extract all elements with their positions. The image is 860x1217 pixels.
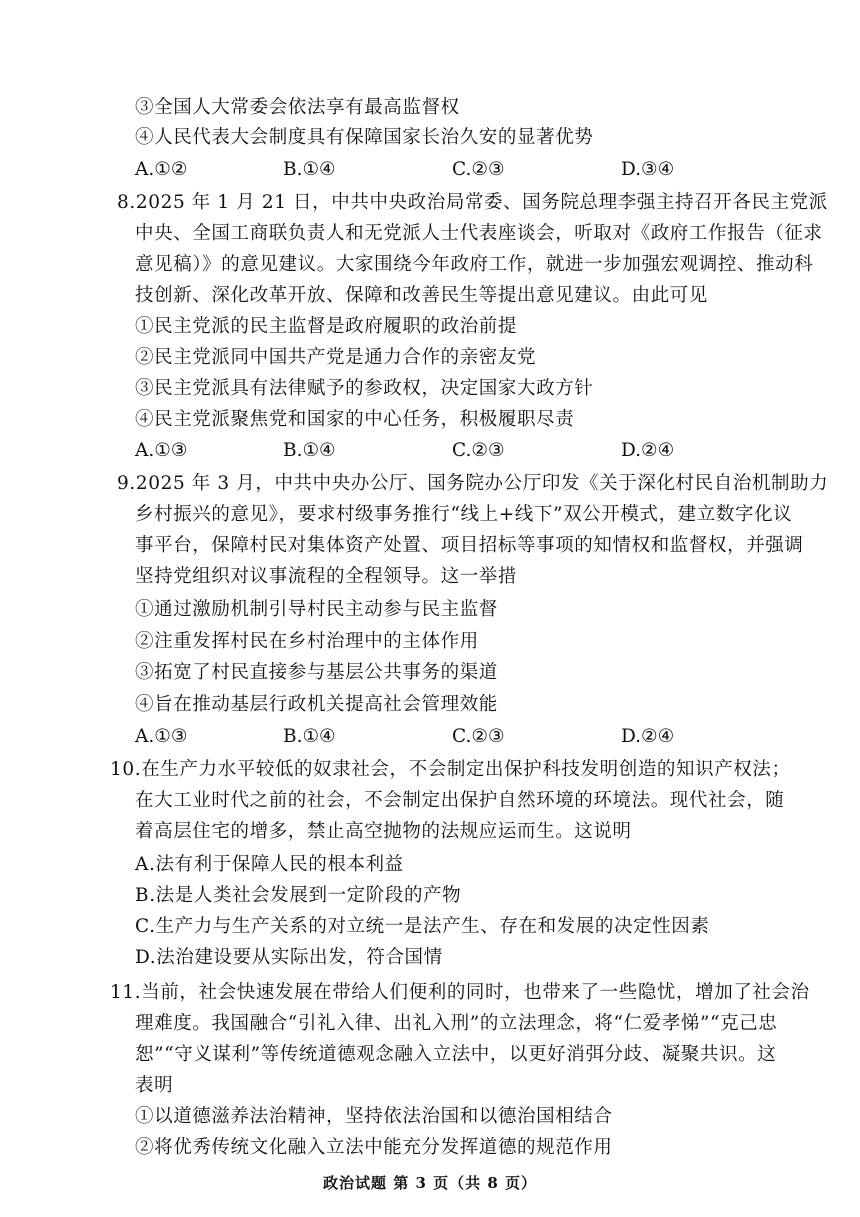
q10-choice-a: A.法有利于保障人民的根本利益: [135, 854, 404, 875]
q11-stem-line-1: 11.当前，社会快速发展在带给人们便利的同时，也带来了一些隐忧，增加了社会治: [110, 982, 810, 1003]
q8-option-b: B.①④: [283, 440, 336, 461]
q9-option-c: C.②③: [452, 726, 505, 747]
q8-option-c: C.②③: [452, 440, 505, 461]
q8-statement-4: ④民主党派聚焦党和国家的中心任务，积极履职尽责: [135, 409, 575, 430]
q8-stem-line-4: 技创新、深化改革开放、保障和改善民生等提出意见建议。由此可见: [135, 285, 709, 306]
q7-option-d: D.③④: [621, 159, 675, 180]
q7-option-b: B.①④: [283, 159, 336, 180]
q11-stem-line-4: 表明: [135, 1075, 174, 1096]
q9-statement-1: ①通过激励机制引导村民主动参与民主监督: [135, 599, 498, 620]
q9-option-a: A.①③: [135, 726, 188, 747]
page-footer: 政治试题 第 3 页（共 8 页）: [323, 1174, 537, 1192]
q10-choice-d: D.法治建设要从实际出发，符合国情: [135, 947, 443, 968]
q11-statement-1: ①以道德滋养法治精神，坚持依法治国和以德治国相结合: [135, 1106, 613, 1127]
q9-options: [135, 725, 835, 749]
q7-option-c: C.②③: [452, 159, 505, 180]
q9-stem-line-4: 坚持党组织对议事流程的全程领导。这一举措: [135, 566, 518, 587]
q8-statement-2: ②民主党派同中国共产党是通力合作的亲密友党: [135, 347, 537, 368]
q8-options: [135, 439, 835, 463]
q7-options: [135, 158, 835, 182]
q8-statement-3: ③民主党派具有法律赋予的参政权，决定国家大政方针: [135, 378, 594, 399]
q9-option-d: D.②④: [621, 726, 675, 747]
q9-stem-line-2: 乡村振兴的意见》，要求村级事务推行“线上+线下”双公开模式，建立数字化议: [135, 504, 793, 525]
q7-statement-3: ③全国人大常委会依法享有最高监督权: [135, 97, 460, 118]
q10-choice-b: B.法是人类社会发展到一定阶段的产物: [135, 885, 462, 906]
q8-stem-line-3: 意见稿）》的意见建议。大家围绕今年政府工作，就进一步加强宏观调控、推动科: [135, 254, 814, 275]
q9-stem-line-3: 事平台，保障村民对集体资产处置、项目招标等事项的知情权和监督权，并强调: [135, 535, 804, 556]
q10-choice-c: C.生产力与生产关系的对立统一是法产生、存在和发展的决定性因素: [135, 916, 710, 937]
q8-option-a: A.①③: [135, 440, 188, 461]
q11-stem-line-3: 恕”“守义谋利”等传统道德观念融入立法中，以更好消弭分歧、凝聚共识。这: [135, 1044, 777, 1065]
q9-option-b: B.①④: [283, 726, 336, 747]
q8-stem-line-1: 8.2025 年 1 月 21 日，中共中央政治局常委、国务院总理李强主持召开各民主党派: [117, 192, 828, 213]
q9-statement-2: ②注重发挥村民在乡村治理中的主体作用: [135, 631, 479, 652]
q8-stem-line-2: 中央、全国工商联负责人和无党派人士代表座谈会，听取对《政府工作报告（征求: [135, 223, 823, 244]
q7-option-a: A.①②: [135, 159, 188, 180]
q8-option-d: D.②④: [621, 440, 675, 461]
q9-statement-3: ③拓宽了村民直接参与基层公共事务的渠道: [135, 662, 498, 683]
q9-stem-line-1: 9.2025 年 3 月，中共中央办公厅、国务院办公厅印发《关于深化村民自治机制助力: [117, 473, 829, 494]
q10-stem-line-2: 在大工业时代之前的社会，不会制定出保护自然环境的环境法。现代社会，随: [135, 790, 785, 811]
q8-statement-1: ①民主党派的民主监督是政府履职的政治前提: [135, 316, 518, 337]
q11-statement-2: ②将优秀传统文化融入立法中能充分发挥道德的规范作用: [135, 1137, 613, 1158]
q7-statement-4: ④人民代表大会制度具有保障国家长治久安的显著优势: [135, 127, 594, 148]
q11-stem-line-2: 理难度。我国融合“引礼入律、出礼入刑”的立法理念，将“仁爱孝悌”“克己忠: [135, 1013, 778, 1034]
q10-stem-line-3: 着高层住宅的增多，禁止高空抛物的法规应运而生。这说明: [135, 821, 632, 842]
q10-stem-line-1: 10.在生产力水平较低的奴隶社会，不会制定出保护科技发明创造的知识产权法；: [110, 759, 791, 780]
q9-statement-4: ④旨在推动基层行政机关提高社会管理效能: [135, 694, 498, 715]
